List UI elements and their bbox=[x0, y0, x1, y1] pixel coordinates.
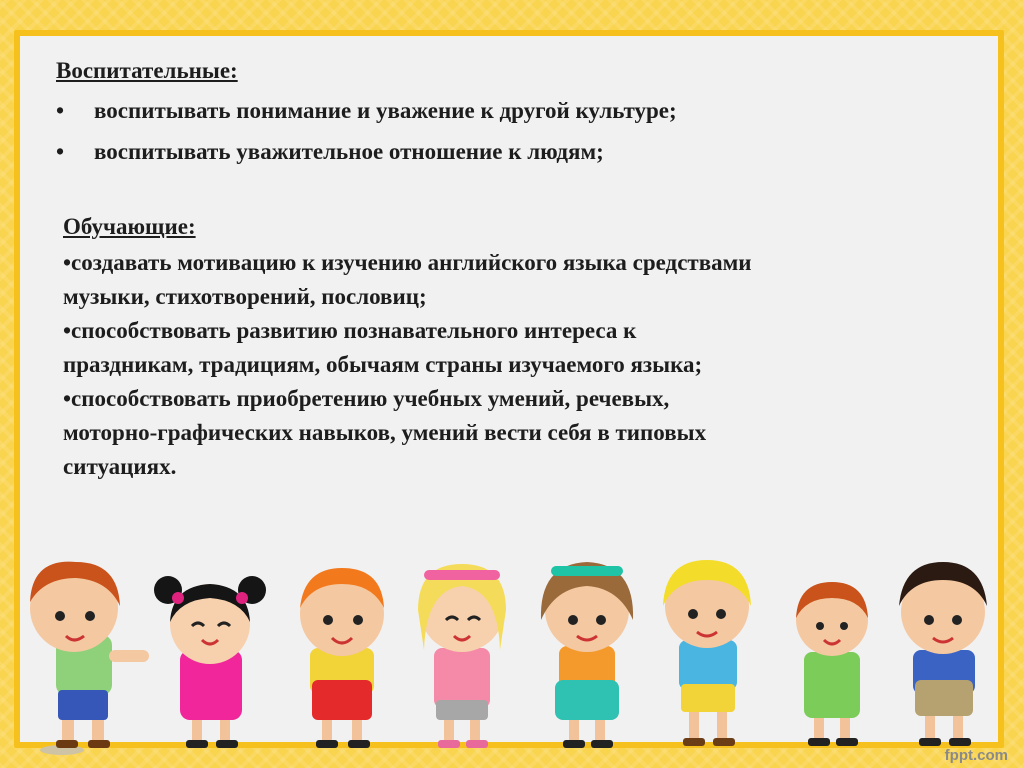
bullet-icon: • bbox=[56, 139, 65, 164]
bullet-icon: • bbox=[56, 98, 65, 123]
kid-1-icon bbox=[30, 562, 149, 755]
paragraph-line: •способствовать приобретению учебных умений, речевых, bbox=[63, 386, 670, 411]
kid-2-icon bbox=[154, 576, 266, 748]
list-item-text: воспитывать уважительное отношение к людям; bbox=[94, 139, 604, 164]
paragraph-line: •способствовать развитию познавательного интереса к bbox=[63, 318, 637, 343]
paragraph-line: праздникам, традициям, обычаям страны изучаемого языка; bbox=[63, 352, 703, 377]
section-title-vospitatelnye: Воспитательные: bbox=[56, 58, 238, 83]
kid-7-icon bbox=[796, 582, 868, 746]
paragraph-line: музыки, стихотворений, пословиц; bbox=[63, 284, 427, 309]
section-title-obuchayushchie: Обучающие: bbox=[63, 214, 196, 239]
paragraph-line: ситуациях. bbox=[63, 454, 177, 479]
list-item-text: воспитывать понимание и уважение к другой культуре; bbox=[94, 98, 677, 123]
children-illustration bbox=[14, 540, 1004, 755]
paragraph-line: моторно-графических навыков, умений вести себя в типовых bbox=[63, 420, 707, 445]
kid-4-icon bbox=[418, 564, 506, 748]
paragraph-line: •создавать мотивацию к изучению английского языка средствами bbox=[63, 250, 752, 275]
kid-6-icon bbox=[663, 560, 751, 746]
kid-5-icon bbox=[541, 562, 633, 748]
kid-8-icon bbox=[899, 562, 987, 746]
kid-3-icon bbox=[300, 568, 384, 748]
watermark: fppt.com bbox=[944, 747, 1008, 764]
